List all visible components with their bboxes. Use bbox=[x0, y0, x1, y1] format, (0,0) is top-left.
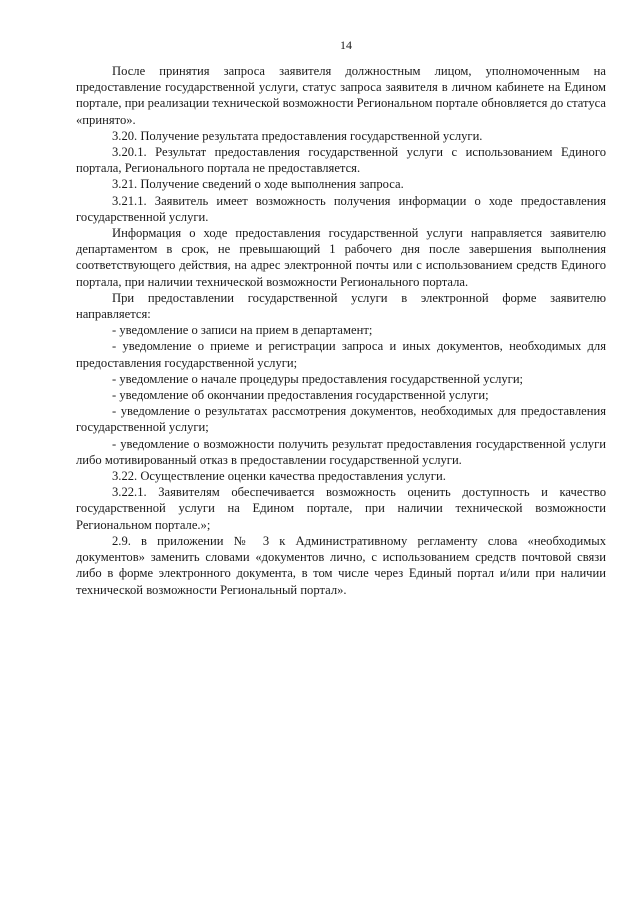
paragraph-3-22-1: 3.22.1. Заявителям обеспечивается возможность оценить доступность и качество государственной услуги на Едином портале, при наличии технической возможности Региональном портале.»; bbox=[76, 485, 606, 532]
list-item: - уведомление о начале процедуры предоставления государственной услуги; bbox=[112, 371, 524, 386]
paragraph-progress-info: Информация о ходе предоставления государственной услуги направляется заявителю департаментом в срок, не превышающий 1 рабочего дня после завершения выполнения соответствующего действия, на адрес электронной почты или с использованием средств Единого портала, при наличии технической возможности Регионального портала. bbox=[76, 226, 606, 289]
list-item: - уведомление об окончании предоставления государственной услуги; bbox=[112, 388, 489, 403]
page-number: 14 bbox=[340, 38, 352, 52]
paragraph-status-update: После принятия запроса заявителя должностным лицом, уполномоченным на предоставление государственной услуги, статус запроса заявителя в личном кабинете на Едином портале, при реализации технической возможности Региональном портале обновляется до статуса «принято». bbox=[76, 64, 606, 127]
section-heading-3-21: 3.21. Получение сведений о ходе выполнения запроса. bbox=[112, 177, 404, 192]
list-item: - уведомление о записи на прием в департамент; bbox=[112, 323, 373, 338]
section-heading-3-20: 3.20. Получение результата предоставления государственной услуги. bbox=[112, 128, 483, 143]
document-body bbox=[76, 63, 606, 598]
list-item: - уведомление о результатах рассмотрения документов, необходимых для предоставления государственной услуги; bbox=[76, 404, 606, 435]
paragraph-electronic-form: При предоставлении государственной услуги в электронной форме заявителю направляется: bbox=[76, 290, 606, 322]
section-heading-3-22: 3.22. Осуществление оценки качества предоставления услуги. bbox=[112, 469, 446, 484]
paragraph-3-20-1: 3.20.1. Результат предоставления государственной услуги с использованием Единого портала, Регионального портала не предоставляется. bbox=[76, 145, 606, 176]
list-item: - уведомление о приеме и регистрации запроса и иных документов, необходимых для предоставления государственной услуги; bbox=[76, 339, 606, 370]
paragraph-2-9-amendment: 2.9. в приложении № 3 к Административному регламенту слова «необходимых документов» заменить словами «документов лично, с использованием средств почтовой связи либо в форме электронного документа, в том числе через Единый портал и/или при наличии технической возможности Региональный портал». bbox=[76, 533, 606, 597]
paragraph-3-21-1: 3.21.1. Заявитель имеет возможность получения информации о ходе предоставления государственной услуги. bbox=[76, 193, 606, 224]
list-item: - уведомление о возможности получить результат предоставления государственной услуги либо мотивированный отказ в предоставлении государственной услуги. bbox=[76, 436, 606, 467]
